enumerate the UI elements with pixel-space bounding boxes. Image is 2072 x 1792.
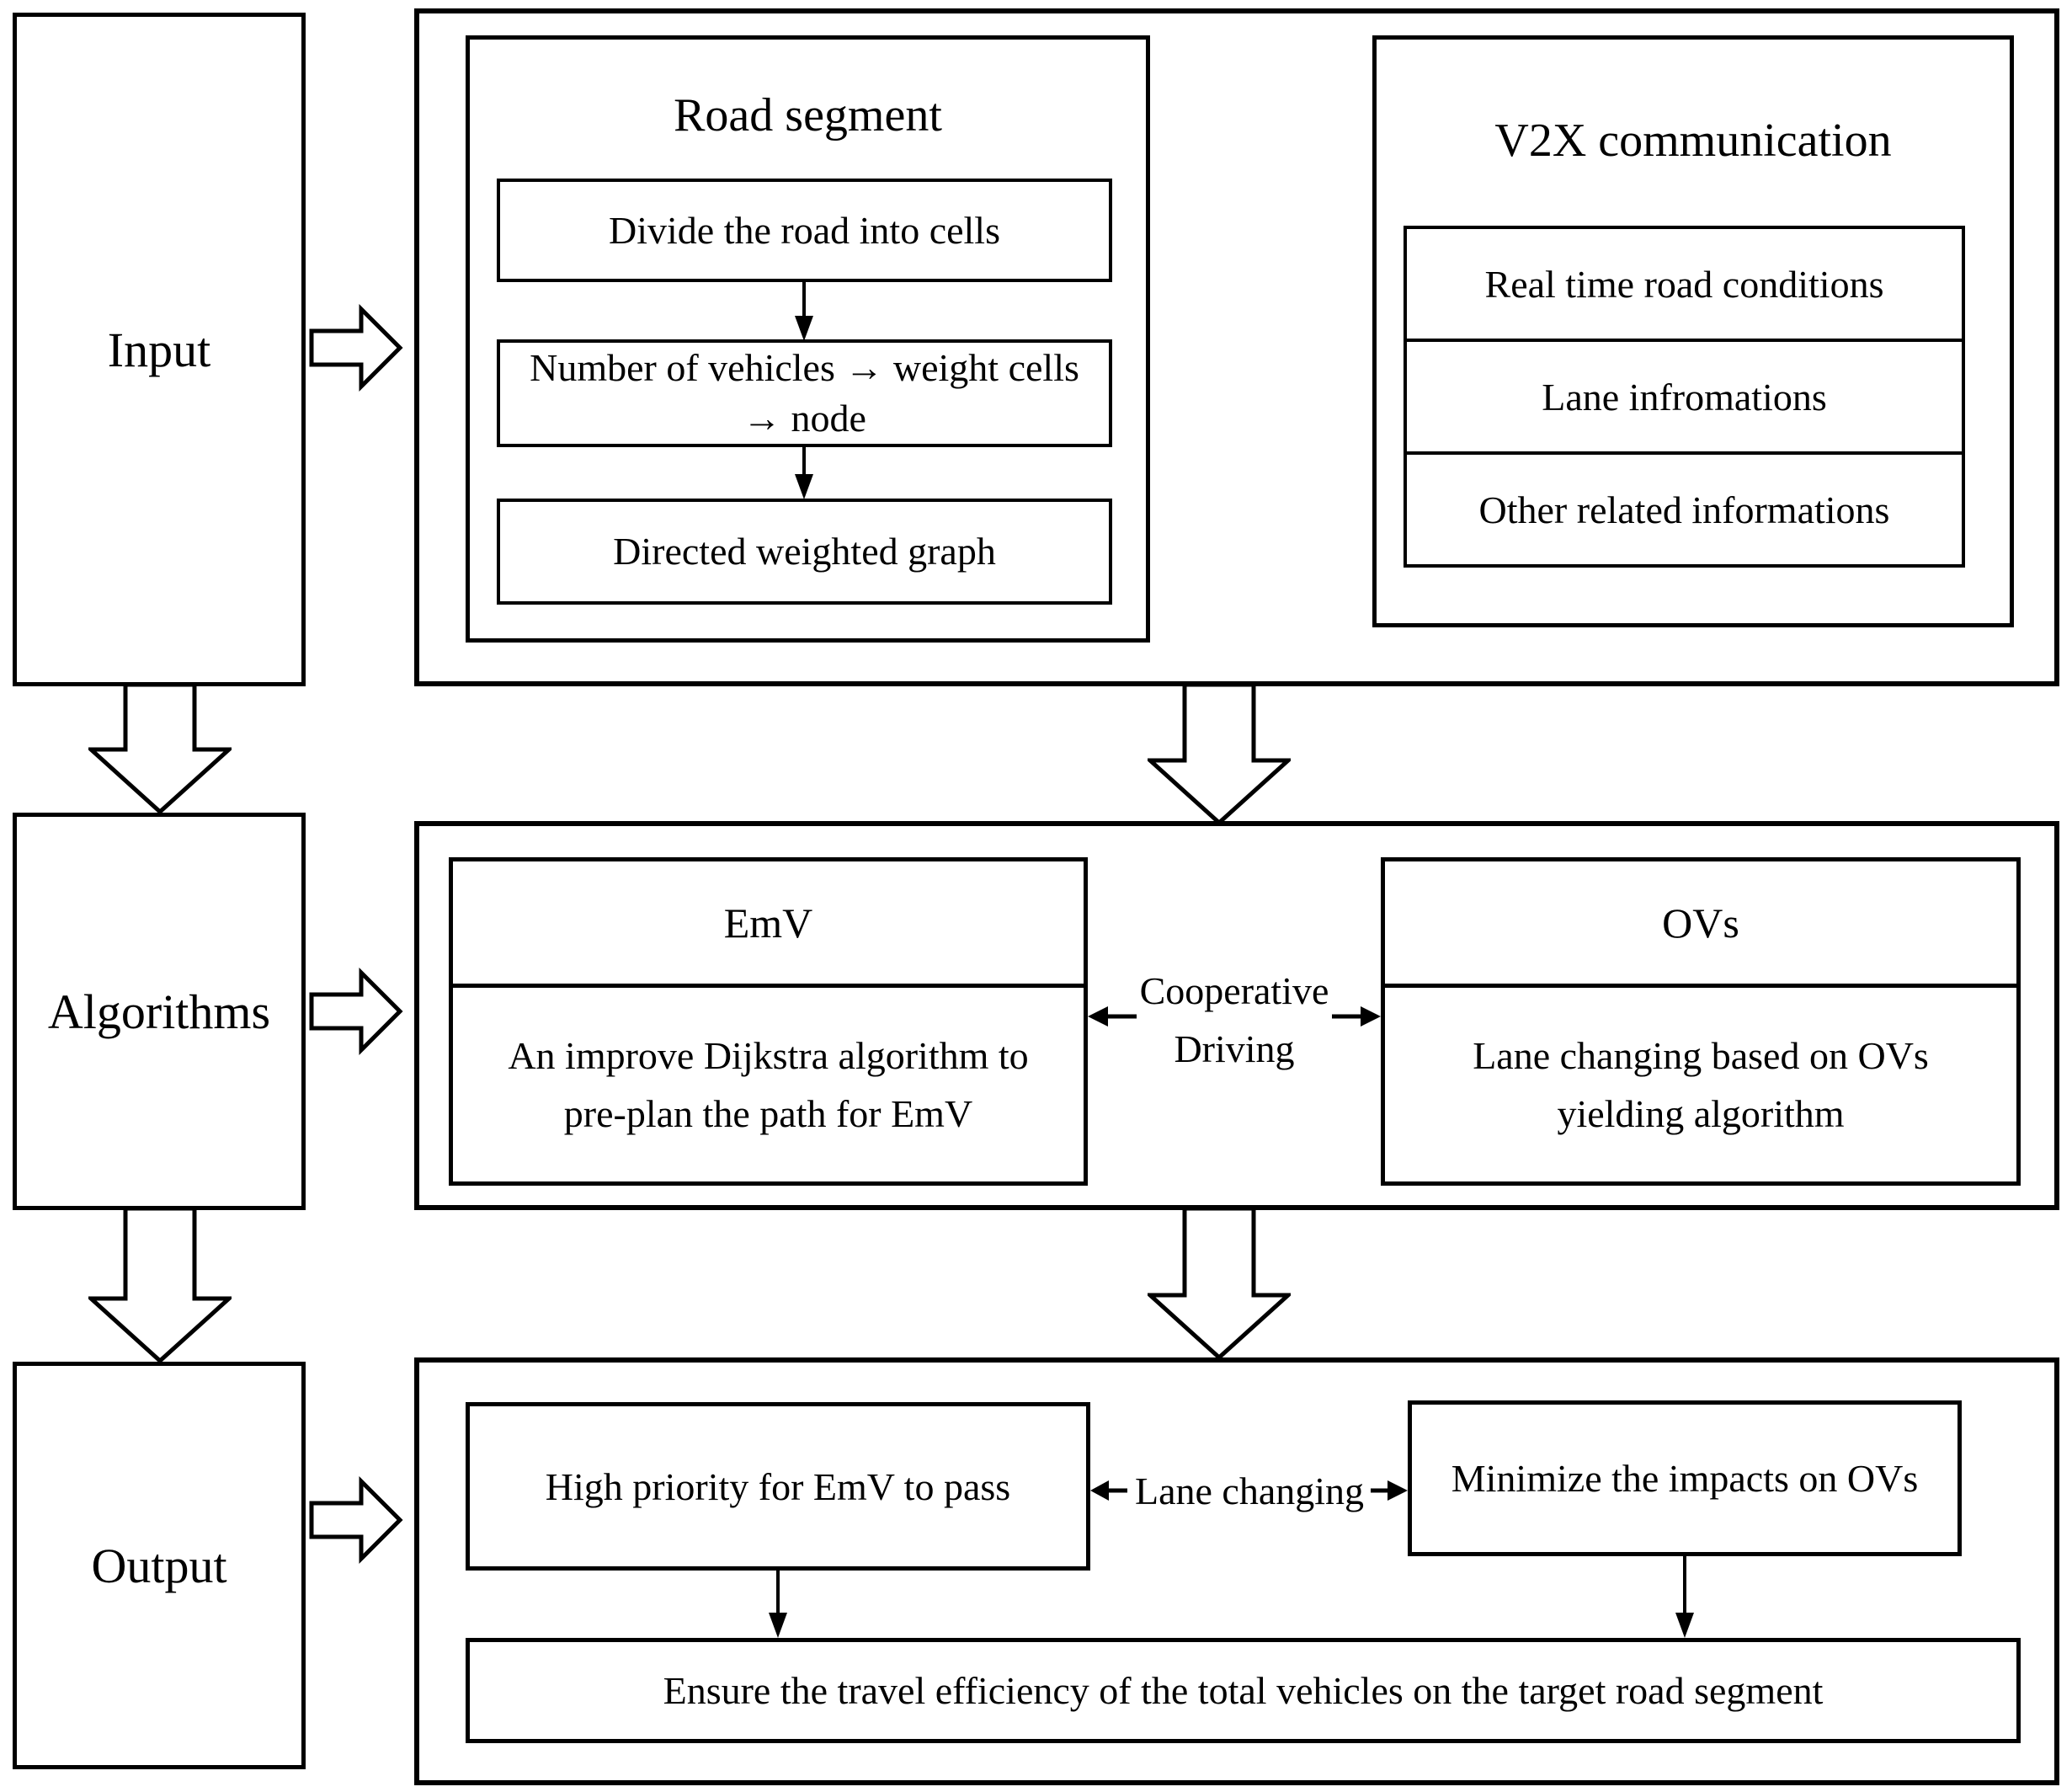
lane-changing-label: Lane changing (1134, 1469, 1365, 1512)
cooperative-driving-label: Cooperative Driving (1139, 969, 1329, 1070)
arrow-down-icon (1675, 1556, 1695, 1638)
input-stage-box (13, 13, 306, 686)
ovs-box (1381, 857, 2021, 1186)
v2x-group (1372, 35, 2014, 627)
ovs-body: Lane changing based on OVs yielding algorithm (1473, 1034, 1929, 1135)
algorithms-row-container (414, 821, 2059, 1210)
arrow-right-icon (309, 301, 403, 395)
arrow-down-icon (1148, 1206, 1291, 1360)
v2x-items-list (1404, 226, 1965, 568)
emv-title: EmV (453, 861, 1084, 988)
step-divide-road: Divide the road into cells (497, 179, 1112, 282)
algorithms-stage-box (13, 813, 306, 1210)
v2x-title: V2X communication (1494, 115, 1892, 167)
arrow-down-icon (794, 282, 814, 341)
step-vehicles-weight: Number of vehicles → weight cells → node (497, 339, 1112, 447)
v2x-item-lane-informations: Lane infromations (1404, 339, 1965, 455)
algorithms-stage-label: Algorithms (47, 984, 271, 1039)
emv-box (449, 857, 1088, 1186)
step-directed-graph: Directed weighted graph (497, 499, 1112, 605)
emv-body: An improve Dijkstra algorithm to pre-plan the path for EmV (508, 1034, 1029, 1135)
arrow-left-icon (1088, 1005, 1137, 1028)
output-stage-label: Output (91, 1538, 227, 1593)
output-stage-box (13, 1362, 306, 1769)
output-row-container (414, 1357, 2059, 1785)
arrow-right-icon (1332, 1005, 1381, 1028)
arrow-down-icon (88, 1206, 232, 1363)
v2x-item-other-informations: Other related informations (1404, 451, 1965, 568)
arrow-right-icon (1371, 1479, 1408, 1502)
v2x-item-road-conditions: Real time road conditions (1404, 226, 1965, 342)
arrow-down-icon (794, 447, 814, 499)
ovs-title: OVs (1385, 861, 2016, 988)
ovs-outcome-box: Minimize the impacts on OVs (1408, 1400, 1962, 1556)
arrow-right-icon (309, 964, 403, 1059)
overall-outcome-box: Ensure the travel efficiency of the total vehicles on the target road segment (466, 1638, 2021, 1743)
arrow-down-icon (1148, 682, 1291, 825)
arrow-down-icon (768, 1571, 788, 1638)
input-stage-label: Input (107, 322, 211, 377)
arrow-right-icon (309, 1473, 403, 1567)
arrow-left-icon (1090, 1479, 1127, 1502)
arrow-down-icon (88, 682, 232, 814)
emv-outcome-box: High priority for EmV to pass (466, 1402, 1090, 1571)
road-segment-title: Road segment (674, 89, 942, 141)
road-segment-group (466, 35, 1150, 643)
